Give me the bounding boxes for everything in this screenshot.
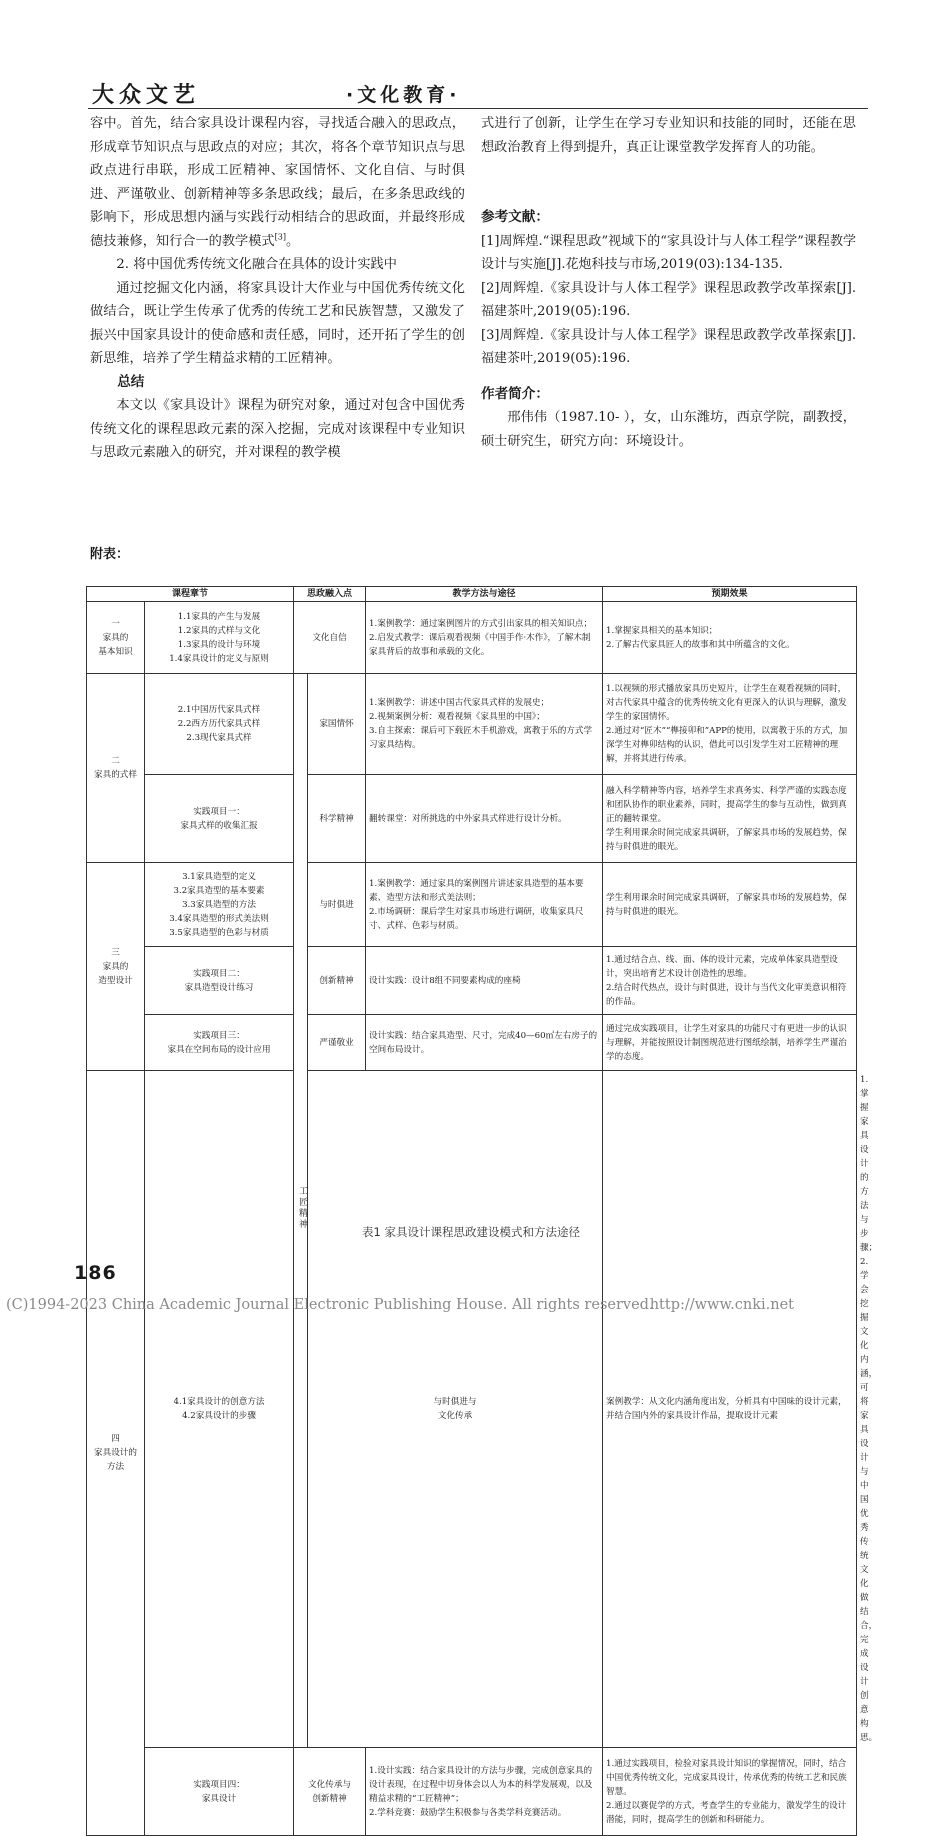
- unit-2-effect: 1.以视频的形式播放家具历史短片，让学生在观看视频的同时，对古代家具中蕴含的优秀传统文化有更深入的认识与理解，激发学生的家国情怀。 2.通过对“匠木”“榫接卯和”APP的使用，以寓教于乐的方式，加深学生对榫卯结构的认识，借此可以引发学生对工匠精神的理解，并将其进行传承。: [603, 674, 857, 775]
- table-row: [87, 1015, 857, 1071]
- reference-3: [3]周辉煌.《家具设计与人体工程学》课程思政教学改革探索[J].福建茶叶,2019(05):196.: [481, 327, 856, 366]
- left-p1-text: 容中。首先，结合家具设计课程内容，寻找适合融入的思政点，形成章节知识点与思政点的对应；其次，将各个章节知识点与思政点进行串联，形成工匠精神、家国情怀、文化自信、与时俱进、严谨敬业、创新精神等多条思政线；最后，在多条思政线的影响下，形成思想内涵与实践行动相结合的思政面，并最终形成德技兼修，知行合一的教学模式: [90, 116, 465, 249]
- citation-3: [3]: [274, 232, 286, 242]
- unit-4-lessons: 4.1家具设计的创意方法 4.2家具设计的步骤: [145, 1071, 294, 1748]
- table-row: [87, 1748, 857, 1836]
- references-heading: 参考文献：: [481, 209, 549, 225]
- project-4: 实践项目四： 家具设计: [145, 1748, 294, 1836]
- table-row: [87, 602, 857, 674]
- table-caption: 表1 家具设计课程思政建设模式和方法途径: [362, 1225, 580, 1239]
- unit-3-point: 与时俱进: [308, 863, 366, 947]
- cnki-link[interactable]: http://www.cnki.net: [649, 1297, 794, 1313]
- reference-1: [1]周辉煌.“课程思政”视域下的“家具设计与人体工程学”课程教学设计与实施[J].花炮科技与市场,2019(03):134-135.: [481, 233, 856, 272]
- page-number: 186: [74, 1262, 117, 1284]
- unit-1-point: 文化自信: [294, 602, 366, 674]
- left-paragraph-3: 本文以《家具设计》课程为研究对象，通过对包含中国优秀传统文化的课程思政元素的深入挖掘，完成对该课程中专业知识与思政元素融入的研究，并对课程的教学模: [90, 398, 465, 460]
- spacer: [481, 371, 856, 383]
- unit-4-point: 与时俱进与 文化传承: [308, 1071, 603, 1748]
- unit-1-title: 一 家具的 基本知识: [87, 602, 145, 674]
- header-point: 思政融入点: [294, 587, 366, 602]
- project-3-point: 严谨敬业: [308, 1015, 366, 1071]
- project-2-point: 创新精神: [308, 947, 366, 1015]
- left-paragraph-1: [90, 112, 465, 253]
- reference-2: [2]周辉煌.《家具设计与人体工程学》课程思政教学改革探索[J].福建茶叶,2019(05):196.: [481, 280, 856, 319]
- craft-spirit: 工匠精神: [297, 1185, 308, 1230]
- project-4-method: 1.设计实践：结合家具设计的方法与步骤，完成创意家具的设计表现，在过程中切身体会以人为本的科学发展观，以及精益求精的“工匠精神”； 2.学科竞赛：鼓励学生积极参与各类学科竞赛活动。: [366, 1748, 603, 1836]
- project-2-method: 设计实践：设计8组不同要素构成的座椅: [366, 947, 603, 1015]
- unit-1-method: 1.案例教学：通过案例图片的方式引出家具的相关知识点； 2.启发式教学：课后观看视频《中国手作·木作》，了解木制家具背后的故事和承载的文化。: [366, 602, 603, 674]
- journal-title: 大众文艺: [92, 83, 201, 108]
- unit-3-title: 三 家具的 造型设计: [87, 863, 145, 1071]
- header-method: 教学方法与途径: [366, 587, 603, 602]
- unit-3-lessons: 3.1家具造型的定义 3.2家具造型的基本要素 3.3家具造型的方法 3.4家具造型的形式美法则 3.5家具造型的色彩与材质: [145, 863, 294, 947]
- project-1: 实践项目一： 家具式样的收集汇报: [145, 775, 294, 863]
- project-1-effect: 融入科学精神等内容，培养学生求真务实、科学严谨的实践态度和团队协作的职业素养，同时，提高学生的参与互动性，做到真正的翻转课堂。 学生利用课余时间完成家具调研，了解家具市场的发展趋势，保持与时俱进的眼光。: [603, 775, 857, 863]
- unit-2-lessons: 2.1中国历代家具式样 2.2西方历代家具式样 2.3现代家具式样: [145, 674, 294, 775]
- table-row: [87, 947, 857, 1015]
- unit-2-title: 二 家具的式样: [87, 674, 145, 863]
- section-label: ·文化教育·: [346, 84, 461, 106]
- header-chapter: 课程章节: [87, 587, 294, 602]
- project-3: 实践项目三： 家具在空间布局的设计应用: [145, 1015, 294, 1071]
- appendix-label: 附表：: [90, 547, 130, 562]
- spacer: [481, 159, 856, 206]
- unit-4-title: 四 家具设计的 方法: [87, 1071, 145, 1836]
- unit-3-method: 1.案例教学：通过家具的案例图片讲述家具造型的基本要素、造型方法和形式美法则； 2.市场调研：课后学生对家具市场进行调研，收集家具尺寸、式样、色彩与材质。: [366, 863, 603, 947]
- right-paragraph-1: 式进行了创新，让学生在学习专业知识和技能的同时，还能在思想政治教育上得到提升，真正让课堂教学发挥育人的功能。: [481, 116, 856, 155]
- sub-heading-2: 2. 将中国优秀传统文化融合在具体的设计实践中: [116, 257, 397, 272]
- unit-2-point: 家国情怀: [308, 674, 366, 775]
- unit-2-method: 1.案例教学：讲述中国古代家具式样的发展史； 2.视频案例分析：观看视频《家具里的中国》； 3.自主探索：课后可下载匠木手机游戏，寓教于乐的方式学习家具结构。: [366, 674, 603, 775]
- right-column: [481, 112, 856, 453]
- table-header-row: [87, 587, 857, 602]
- project-2-effect: 1.通过结合点、线、面、体的设计元素，完成单体家具造型设计，突出培育艺术设计创造性的思维。 2.结合时代热点，设计与时俱进，设计与当代文化审美意识相符的作品。: [603, 947, 857, 1015]
- project-3-effect: 通过完成实践项目，让学生对家具的功能尺寸有更进一步的认识与理解，并能按照设计制图规范进行图纸绘制，培养学生严谨治学的态度。: [603, 1015, 857, 1071]
- table-row: [87, 775, 857, 863]
- unit-3-effect: 学生利用课余时间完成家具调研，了解家具市场的发展趋势，保持与时俱进的眼光。: [603, 863, 857, 947]
- table-row: [87, 863, 857, 947]
- author-heading: 作者简介：: [481, 385, 549, 402]
- course-table: [86, 586, 878, 1836]
- project-4-point: 文化传承与 创新精神: [294, 1748, 366, 1836]
- header-effect: 预期效果: [603, 587, 857, 602]
- project-4-effect: 1.通过实践项目，检验对家具设计知识的掌握情况，同时，结合中国优秀传统文化，完成家具设计，传承优秀的传统工艺和民族智慧。 2.通过以赛促学的方式，考查学生的专业能力，激发学生的设计潜能，同时，提高学生的创新和科研能力。: [603, 1748, 857, 1836]
- table-row: [87, 674, 857, 775]
- header-rule: [88, 108, 868, 109]
- project-1-method: 翻转课堂：对所挑选的中外家具式样进行设计分析。: [366, 775, 603, 863]
- unit-1-lessons: 1.1家具的产生与发展 1.2家具的式样与文化 1.3家具的设计与环境 1.4家具设计的定义与原则: [145, 602, 294, 674]
- author-bio: 邢伟伟（1987.10- ），女，山东潍坊，西京学院，副教授，硕士研究生，研究方向：环境设计。: [481, 410, 856, 449]
- left-p1-end: 。: [285, 233, 300, 249]
- left-paragraph-2: 通过挖掘文化内涵，将家具设计大作业与中国优秀传统文化做结合，既让学生传承了优秀的传统工艺和民族智慧，又激发了振兴中国家具设计的使命感和责任感，同时，还开拓了学生的创新思维，培养了学生精益求精的工匠精神。: [90, 280, 465, 366]
- unit-1-effect: 1.掌握家具相关的基本知识； 2.了解古代家具匠人的故事和其中所蕴含的文化。: [603, 602, 857, 674]
- copyright-text: (C)1994-2023 China Academic Journal Electronic Publishing House. All rights reserved.: [6, 1297, 654, 1313]
- craft-spirit-cell: [294, 674, 308, 1748]
- project-2: 实践项目二： 家具造型设计练习: [145, 947, 294, 1015]
- project-3-method: 设计实践：结合家具造型、尺寸，完成40—60㎡左右房子的空间布局设计。: [366, 1015, 603, 1071]
- unit-4-method: 案例教学：从文化内涵角度出发，分析具有中国味的设计元素，并结合国内外的家具设计作品，提取设计元素: [603, 1071, 857, 1748]
- table-row: 四 家具设计的 方法 4.1家具设计的创意方法 4.2家具设计的步骤 与时俱进与 文化传承 案例教学：从文化内涵角度出发，分析具有中国味的设计元素，并结合国内外的家具设计作品，提取设计元素 1.掌握家具设计的方法与步骤； 2.学会挖掘文化内涵，可将家具设计与中国优秀传统文化做结合，完成设计创意构思。: [87, 1071, 857, 1748]
- masthead: [88, 72, 868, 112]
- summary-heading: 总结: [117, 373, 145, 390]
- project-1-point: 科学精神: [308, 775, 366, 863]
- left-column: [90, 112, 465, 465]
